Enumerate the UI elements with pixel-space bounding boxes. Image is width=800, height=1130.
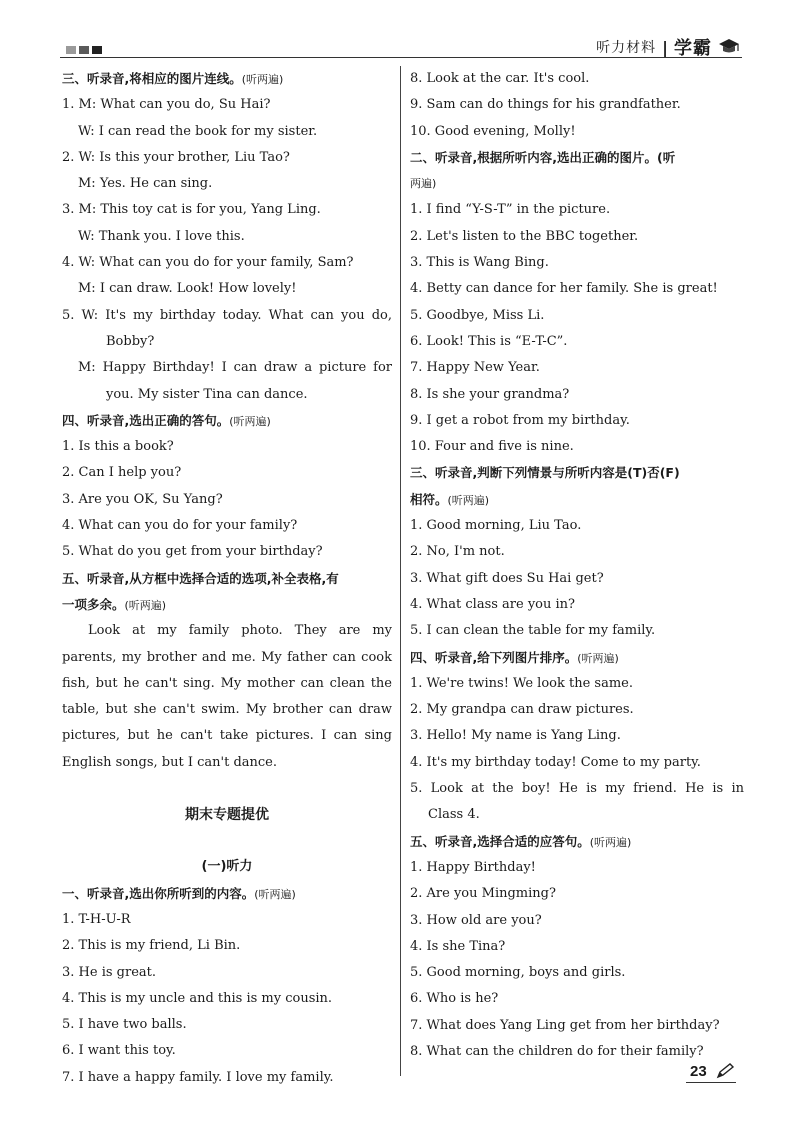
page-footer — [690, 1062, 735, 1080]
section-heading: 三、听录音,将相应的图片连线。(听两遍) — [62, 71, 284, 86]
list-item: 5. W: It's my birthday today. What can you do, — [62, 307, 392, 323]
list-item: 9. I get a robot from my birthday. — [410, 412, 630, 428]
list-item: 4. It's my birthday today! Come to my party. — [410, 754, 701, 770]
pencil-icon — [715, 1062, 735, 1080]
section-heading: 五、听录音,选择合适的应答句。(听两遍) — [410, 833, 632, 849]
list-item: 1. M: What can you do, Su Hai? — [62, 97, 271, 113]
list-item: 7. What does Yang Ling get from her birthday? — [410, 1017, 720, 1033]
list-item: 1. Happy Birthday! — [410, 859, 536, 875]
list-item: 6. Who is he? — [410, 991, 499, 1007]
list-item: M: I can draw. Look! How lovely! — [78, 281, 297, 297]
section-heading: 五、听录音,从方框中选择合适的选项,补全表格,有 — [62, 570, 339, 586]
list-item: 4. This is my uncle and this is my cousin. — [62, 990, 333, 1006]
list-item: 4. What class are you in? — [410, 596, 576, 612]
section-heading: 四、听录音,选出正确的答句。(听两遍) — [62, 412, 271, 428]
list-item: 3. How old are you? — [410, 912, 542, 928]
list-item: W: Thank you. I love this. — [78, 228, 245, 244]
list-item: Bobby? — [106, 333, 155, 349]
section-heading-cont: 两遍) — [410, 177, 437, 191]
header-square-mid — [79, 46, 89, 54]
section-heading: 一、听录音,选出你所听到的内容。(听两遍) — [62, 885, 296, 901]
footer-rule — [686, 1082, 736, 1083]
graduation-cap-icon — [718, 37, 740, 57]
list-item: Class 4. — [428, 807, 480, 823]
list-item: 2. Let's listen to the BBC together. — [410, 228, 639, 244]
list-item: 1. We're twins! We look the same. — [410, 675, 633, 691]
list-item: 3. Hello! My name is Yang Ling. — [410, 728, 621, 744]
list-item: 3. He is great. — [62, 964, 156, 980]
header-decoration — [66, 46, 102, 54]
right-column — [410, 66, 744, 1065]
list-item: 6. I want this toy. — [62, 1043, 176, 1059]
list-item: 2. Can I help you? — [62, 465, 182, 481]
left-column — [62, 66, 392, 1091]
list-item: 4. What can you do for your family? — [62, 518, 298, 534]
list-item: 4. W: What can you do for your family, Sam? — [62, 255, 354, 271]
list-item: 5. I can clean the table for my family. — [410, 623, 656, 639]
list-item: 2. No, I'm not. — [410, 544, 505, 560]
list-item: 7. I have a happy family. I love my family. — [62, 1069, 334, 1085]
list-item: 10. Good evening, Molly! — [410, 123, 576, 139]
section-heading: 二、听录音,根据所听内容,选出正确的图片。(听 — [410, 149, 676, 165]
list-item: 3. What gift does Su Hai get? — [410, 570, 604, 586]
list-item: 8. Look at the car. It's cool. — [410, 71, 590, 86]
section-heading-cont: 相符。(听两遍) — [410, 491, 490, 507]
section-heading: 三、听录音,判断下列情景与所听内容是(T)否(F) — [410, 465, 680, 481]
list-item: 2. My grandpa can draw pictures. — [410, 702, 634, 718]
list-item: 3. M: This toy cat is for you, Yang Ling. — [62, 202, 321, 218]
brand-logo: 学霸 — [674, 38, 712, 59]
list-item: 2. This is my friend, Li Bin. — [62, 938, 241, 954]
list-item: 1. Good morning, Liu Tao. — [410, 518, 582, 534]
header-rule — [60, 57, 742, 58]
list-item: 8. What can the children do for their family? — [410, 1043, 704, 1059]
list-item: 8. Is she your grandma? — [410, 386, 570, 402]
list-item: W: I can read the book for my sister. — [78, 123, 318, 139]
list-item: 5. I have two balls. — [62, 1017, 187, 1033]
chapter-title: 期末专题提优 — [185, 807, 269, 824]
list-item: 2. W: Is this your brother, Liu Tao? — [62, 149, 290, 165]
list-item: 1. Is this a book? — [62, 439, 174, 455]
list-item: 1. T-H-U-R — [62, 911, 131, 927]
section-heading-cont: 一项多余。(听两遍) — [62, 596, 167, 612]
column-divider — [400, 66, 401, 1076]
chapter-subtitle: (一)听力 — [201, 859, 253, 875]
material-label: 听力材料 — [596, 40, 657, 56]
list-item: 10. Four and five is nine. — [410, 439, 574, 455]
list-item: 3. This is Wang Bing. — [410, 255, 549, 271]
list-item: 5. Goodbye, Miss Li. — [410, 307, 545, 323]
list-item: 3. Are you OK, Su Yang? — [62, 491, 223, 507]
listening-passage: Look at my family photo. They are my parents, my brother and me. My father can cook fish, but he can't sing. My mother can clean the table, but she can't swim. My brother can draw pictures, but he can't take pictures. I can sing English songs, but I can't dance. — [62, 623, 392, 770]
list-item: 1. I find “Y-S-T” in the picture. — [410, 202, 611, 218]
list-item: 5. What do you get from your birthday? — [62, 544, 323, 560]
list-item: 7. Happy New Year. — [410, 360, 540, 376]
section-heading: 四、听录音,给下列图片排序。(听两遍) — [410, 649, 619, 665]
header-square-dark — [92, 46, 102, 54]
list-item: 4. Is she Tina? — [410, 938, 506, 954]
list-item: you. My sister Tina can dance. — [106, 386, 308, 402]
list-item: 5. Look at the boy! He is my friend. He is in — [410, 781, 744, 797]
list-item: 2. Are you Mingming? — [410, 886, 556, 902]
list-item: 4. Betty can dance for her family. She is great! — [410, 281, 718, 297]
list-item: M: Happy Birthday! I can draw a picture for — [78, 360, 392, 376]
list-item: 5. Good morning, boys and girls. — [410, 965, 626, 981]
page-number: 23 — [690, 1062, 707, 1080]
header-square-light — [66, 46, 76, 54]
list-item: 9. Sam can do things for his grandfather. — [410, 97, 681, 113]
list-item: M: Yes. He can sing. — [78, 176, 213, 192]
list-item: 6. Look! This is “E-T-C”. — [410, 333, 568, 349]
header-separator: | — [662, 37, 668, 57]
